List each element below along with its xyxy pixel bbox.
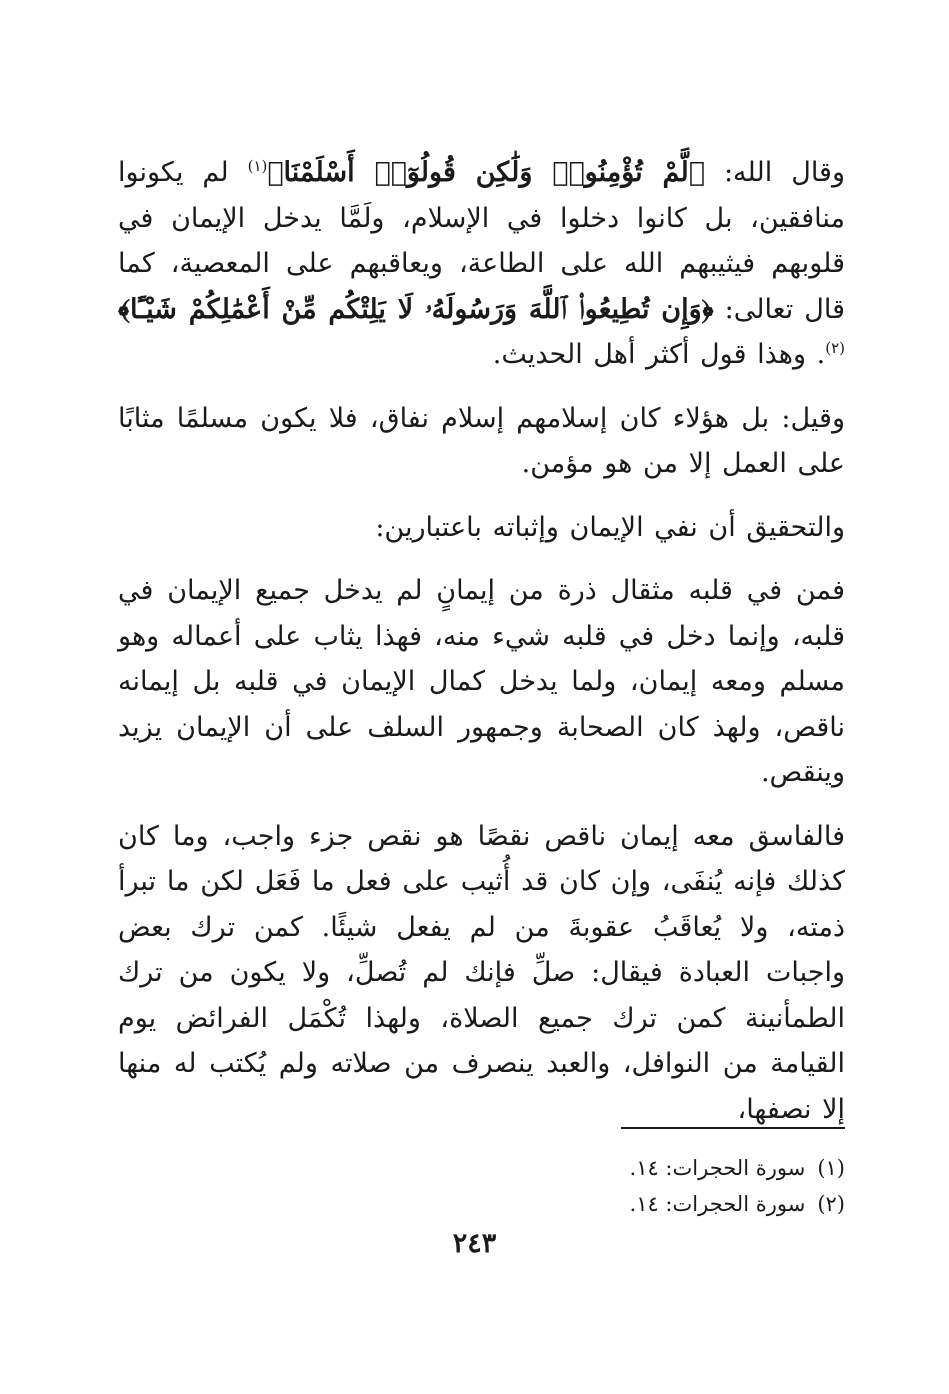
paragraph-text: فالفاسق معه إيمان ناقص نقصًا هو نقص جزء واجب، وما كان كذلك فإنه يُنفَى، وإن كان قد أُثيب على فعل ما فَعَل لكن ما تبرأ ذمته، ولا يُعاقَبُ عقوبةَ من لم يفعل شيئًا. كمن ترك بعض واجبات العبادة فيقال: صلِّ فإنك لم تُصلِّ، ولا يكون من ترك الطمأنينة كمن ترك جميع الصلاة، ولهذا تُكْمَل الفرائض يوم القيامة من النوافل، والعبد ينصرف من صلاته ولم يُكتب له منها إلا نصفها، bbox=[118, 820, 845, 1125]
quran-quote: ﴿وَإِن تُطِيعُوا۟ ٱللَّهَ وَرَسُولَهُۥ لَا يَلِتْكُم مِّنْ أَعْمَٰلِكُمْ شَيْـًٔا﴾ bbox=[118, 293, 714, 325]
paragraph-text: . وهذا قول أكثر أهل الحديث. bbox=[492, 339, 826, 370]
paragraph-text: وقال الله: bbox=[704, 157, 845, 188]
paragraph-text: والتحقيق أن نفي الإيمان وإثباته باعتبارين: bbox=[375, 511, 845, 543]
footnote-1-number: (١) bbox=[817, 1156, 845, 1180]
footnote-1 bbox=[445, 1150, 845, 1186]
footnote-ref: (١) bbox=[247, 157, 268, 175]
footnote-1-text: سورة الحجرات: ١٤. bbox=[629, 1156, 806, 1180]
paragraph-text: فمن في قلبه مثقال ذرة من إيمانٍ لم يدخل جميع الإيمان في قلبه، وإنما دخل في قلبه شيء منه، فهذا يثاب على أعماله وهو مسلم ومعه إيمان، ولما يدخل كمال الإيمان في قلبه بل إيمانه ناقص، ولهذ كان الصحابة وجمهور السلف على أن الإيمان يزيد وينقص. bbox=[118, 575, 845, 788]
footnote-ref: (٢) bbox=[825, 339, 845, 357]
main-text bbox=[118, 150, 845, 1132]
footnote-2-number: (٢) bbox=[817, 1192, 845, 1216]
page-number: ٢٤٣ bbox=[452, 1228, 497, 1259]
paragraph-5 bbox=[118, 814, 845, 1133]
paragraph-text: وقيل: بل هؤلاء كان إسلامهم إسلام نفاق، فلا يكون مسلمًا مثابًا على العمل إلا من هو مؤمن. bbox=[118, 402, 845, 479]
paragraph-1 bbox=[118, 150, 845, 378]
paragraph-text: لم يكونوا منافقين، بل كانوا دخلوا في الإسلام، ولَمَّا يدخل الإيمان في قلوبهم فيثيبهم الله على الطاعة، ويعاقبهم على المعصية، كما قال تعالى: bbox=[118, 157, 845, 325]
paragraph-3 bbox=[118, 505, 845, 551]
footnotes bbox=[445, 1150, 845, 1222]
paragraph-4 bbox=[118, 568, 845, 796]
footnote-2 bbox=[445, 1186, 845, 1222]
paragraph-2 bbox=[118, 396, 845, 487]
footnote-divider bbox=[621, 1127, 845, 1129]
footnote-2-text: سورة الحجرات: ١٤. bbox=[629, 1192, 806, 1216]
quran-quote: ﴿لَّمْ تُؤْمِنُوا۟ وَلَٰكِن قُولُوٓا۟ أَسْلَمْنَا﴾ bbox=[267, 157, 705, 188]
